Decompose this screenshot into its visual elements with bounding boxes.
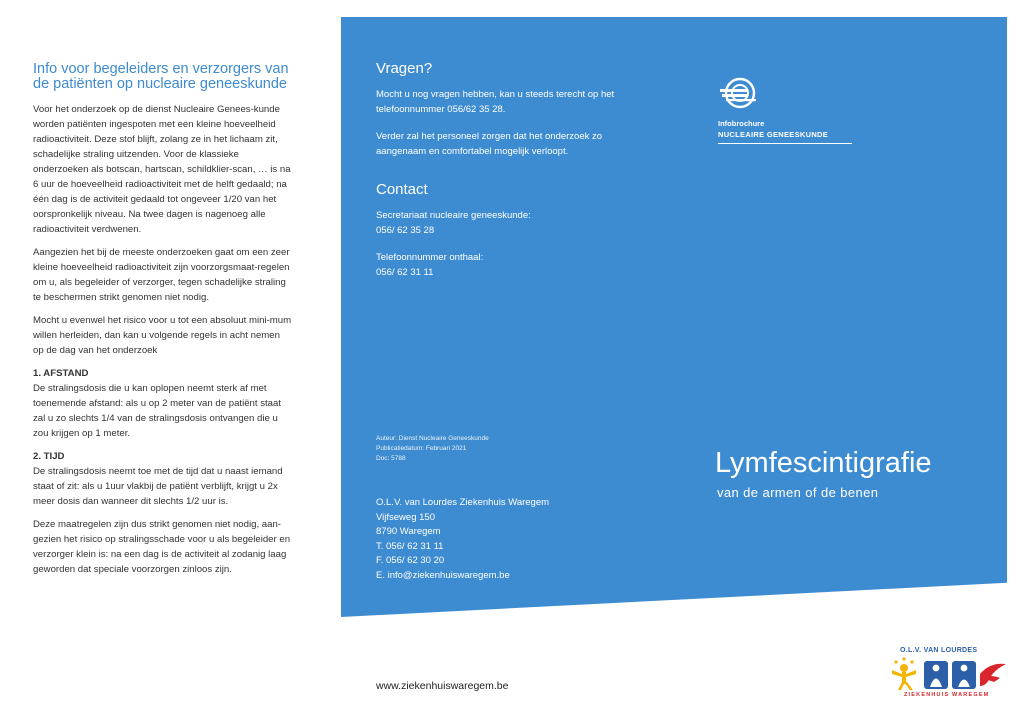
website-url[interactable]: www.ziekenhuiswaregem.be <box>376 680 509 692</box>
address-phone: T. 056/ 62 31 11 <box>376 540 444 552</box>
rule-distance-text: De stralingsdosis die u kan oplopen neemt sterk af met toenemende afstand: als u op 2 meter van de patiënt staat zal u zo slechts 1/4 van de stralingsdosis ontvangen die u zou krijgen op 1 meter. <box>33 383 282 439</box>
address-name: O.L.V. van Lourdes Ziekenhuis Waregem <box>376 497 550 508</box>
meta-doc: Doc: 5788 <box>376 455 406 462</box>
address-fax: F. 056/ 62 30 20 <box>376 555 445 566</box>
contact-section <box>376 181 626 280</box>
hospital-logo-figures-icon <box>890 656 1008 692</box>
meta-author: Auteur: Dienst Nucleaire Geneeskunde <box>376 435 489 442</box>
cover-subtitle: van de armen of de benen <box>717 485 879 500</box>
paragraph-precautions: Aangezien het bij de meeste onderzoeken gaat om een zeer kleine hoeveelheid radioactiviteit zijn voorzorgsmaat-regelen om u, als begeleider of verzorger, tegen schadelijke straling te beschermen strikt genomen niet nodig. <box>33 247 290 303</box>
hospital-address <box>376 496 616 583</box>
paragraph-intro: Voor het onderzoek op de dienst Nucleaire Genees-kunde worden patiënten ingespoten met een kleine hoeveelheid radioactiviteit. Deze stof blijft, zolang ze in het lichaam zit, schadelijke straling uitzenden. Voor de klassieke onderzoeken als botscan, hartscan, schildklier-scan, … is na 6 uur de hoeveelheid radioactiviteit met de helft gedaald; na één dag is de activiteit gedaald tot ongeveer 1/20 van het oorspronkelijk niveau. Na twee dagen is nagenoeg alle radioactiviteit verdwenen. <box>33 104 291 235</box>
hospital-logo-top-text: O.L.V. VAN LOURDES <box>900 647 978 654</box>
brochure-brand <box>718 76 852 144</box>
brand-label-infobrochure: Infobrochure <box>718 119 765 128</box>
left-heading: Info voor begeleiders en verzorgers van de patiënten op nucleaire geneeskunde <box>33 61 289 92</box>
brand-label-department: NUCLEAIRE GENEESKUNDE <box>718 129 852 144</box>
secretariaat-phone: 056/ 62 35 28 <box>376 225 435 236</box>
onthaal-label: Telefoonnummer onthaal: <box>376 252 484 263</box>
hospital-logo <box>890 647 1008 703</box>
secretariaat-label: Secretariaat nucleaire geneeskunde: <box>376 210 531 221</box>
nuclear-medicine-icon <box>718 76 758 110</box>
rule-time <box>33 449 293 509</box>
paragraph-closing: Deze maatregelen zijn dus strikt genomen niet nodig, aan-gezien het risico op stralingsschade voor u als begeleider en verzorger klein is: na een dag is de activiteit al zodanig laag geworden dat speciale voorzorgen zinloos zijn. <box>33 519 291 575</box>
rule-time-text: De stralingsdosis neemt toe met de tijd dat u naast iemand staat of zit: als u 1uur vlakbij de patiënt verblijft, krijgt u 2x meer dosis dan wanneer dit slechts 1/2 uur is. <box>33 466 283 507</box>
rule-distance <box>33 366 293 441</box>
contact-title: Contact <box>376 181 428 198</box>
hospital-logo-bottom-text: ZIEKENHUIS WAREGEM <box>904 692 990 698</box>
contact-secretariaat <box>376 208 626 238</box>
vragen-title: Vragen? <box>376 60 433 77</box>
contact-onthaal <box>376 250 626 280</box>
rule-distance-title: 1. AFSTAND <box>33 368 89 379</box>
rule-time-title: 2. TIJD <box>33 451 65 462</box>
left-column <box>33 62 293 585</box>
address-city: 8790 Waregem <box>376 526 441 537</box>
cover-title: Lymfescintigrafie <box>715 447 932 479</box>
vragen-paragraph-1: Mocht u nog vragen hebben, kan u steeds terecht op het telefoonnummer 056/62 35 28. <box>376 89 615 115</box>
publication-meta <box>376 434 576 464</box>
vragen-paragraph-2: Verder zal het personeel zorgen dat het onderzoek zo aangenaam en comfortabel mogelijk verloopt. <box>376 131 603 157</box>
meta-date: Publicatiedatum: Februari 2021 <box>376 445 467 452</box>
onthaal-phone: 056/ 62 31 11 <box>376 267 434 278</box>
address-email: E. info@ziekenhuiswaregem.be <box>376 569 510 581</box>
address-street: Vijfseweg 150 <box>376 511 435 523</box>
paragraph-rules-intro: Mocht u evenwel het risico voor u tot een absoluut mini-mum willen herleiden, dan kan u volgende regels in acht nemen op de dag van het onderzoek <box>33 315 292 356</box>
middle-column <box>376 60 626 292</box>
